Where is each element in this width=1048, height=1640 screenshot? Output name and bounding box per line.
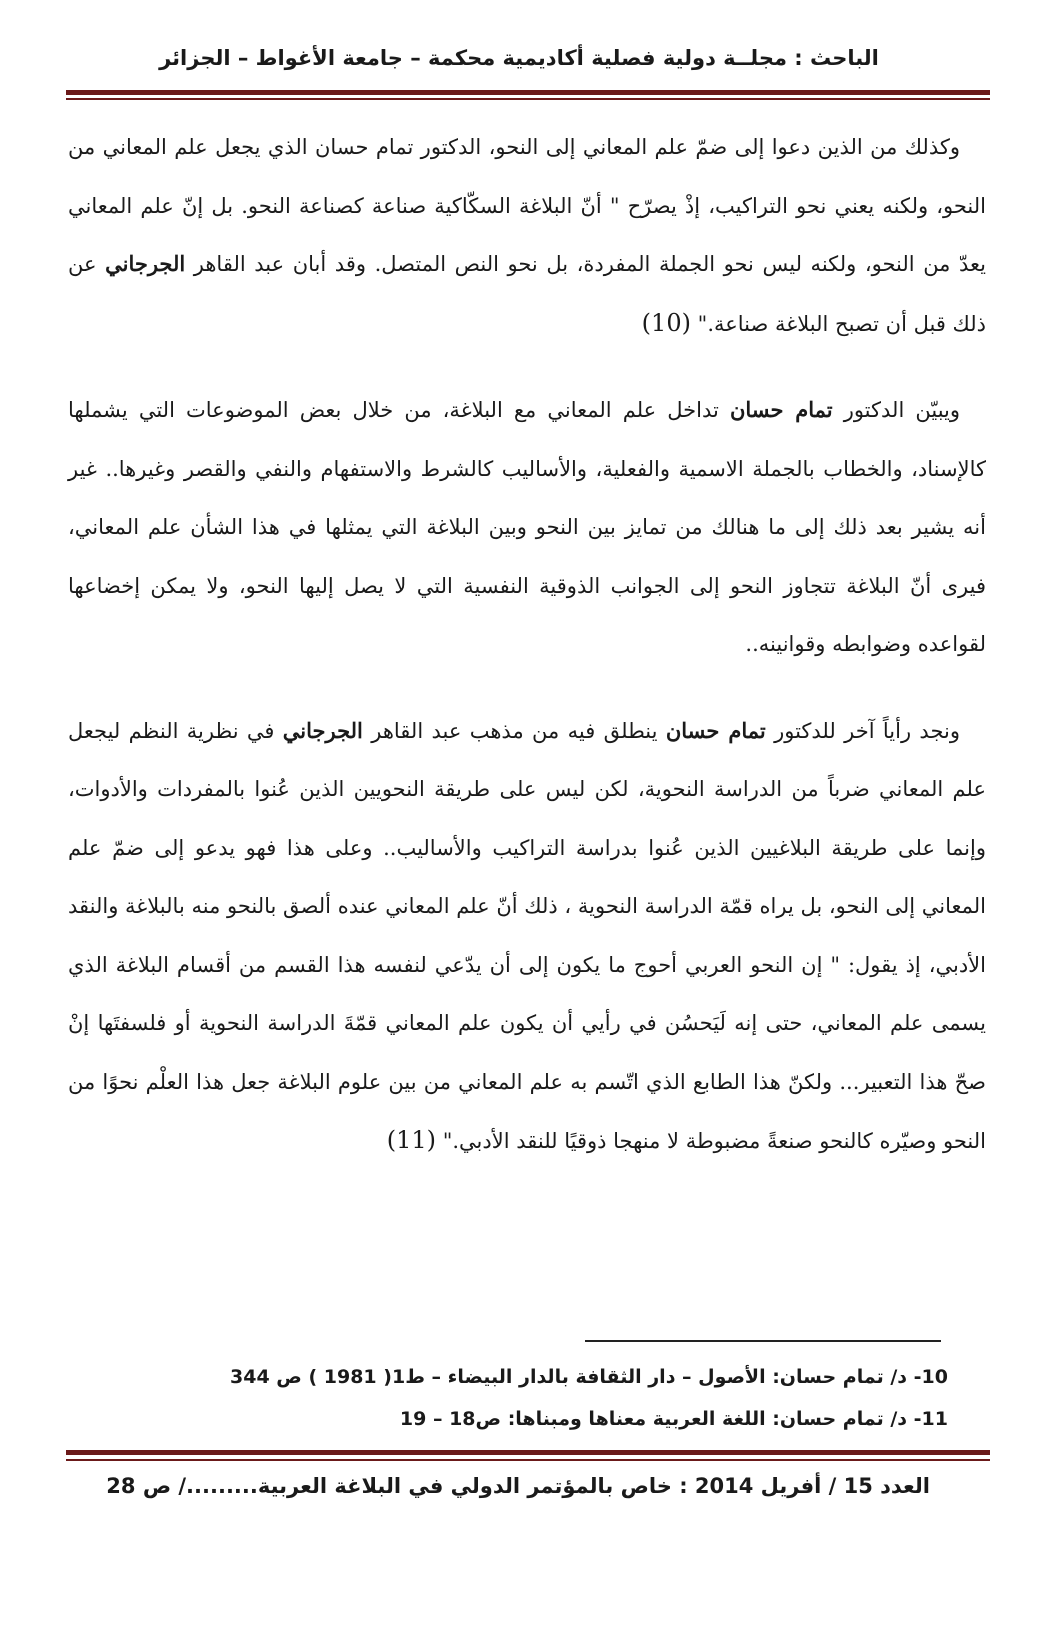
journal-header: الباحث : مجلــة دولية فصلية أكاديمية محكمة – جامعة الأغواط – الجزائر: [159, 46, 879, 70]
article-body: [68, 118, 986, 1171]
paragraph-3-text-middle: ينطلق فيه من مذهب عبد القاهر: [362, 718, 666, 743]
footnote-10: 10- د/ تمام حسان: الأصول – دار الثقافة بالدار البيضاء – ط1( 1981 ) ص 344: [230, 1366, 948, 1388]
citation-ref-10: (10): [641, 308, 691, 337]
paragraph-2-text: تداخل علم المعاني مع البلاغة، من خلال بعض الموضوعات التي يشملها كالإسناد، والخطاب بالجملة الاسمية والفعلية، والأساليب كالشرط والاستفهام والنفي والقصر وغيرها.. غير أنه يشير بعد ذلك إلى ما هنالك من تمايز بين النحو وبين البلاغة التي يمثلها في هذا الشأن علم المعاني، فيرى أنّ البلاغة تتجاوز النحو إلى الجوانب الذوقية النفسية التي لا يصل إليها النحو، ولا يمكن إخضاعها لقواعده وضوابطه وقوانينه..: [68, 398, 986, 656]
paragraph-1: [68, 118, 986, 353]
issue-footer: العدد 15 / أفريل 2014 : خاص بالمؤتمر الدولي في البلاغة العربية........./ ص 28: [106, 1474, 930, 1498]
author-name-hassan: تمام حسان: [665, 717, 766, 743]
author-name-jurjani: الجرجاني: [105, 251, 186, 276]
paragraph-3: [68, 702, 986, 1171]
paragraph-3-text-start: ونجد رأياً آخر للدكتور: [765, 718, 960, 743]
author-name-jurjani: الجرجاني: [282, 717, 363, 743]
footer-rule-thick: [66, 1450, 990, 1455]
header-rule-thick: [66, 90, 990, 95]
paragraph-2: [68, 381, 986, 674]
paragraph-3-text: في نظرية النظم ليجعل علم المعاني ضرباً من الدراسة النحوية، لكن ليس على طريقة النحويين الذين عُنوا بالمفردات والأدوات، وإنما على طريقة البلاغيين الذين عُنوا بدراسة التراكيب والأساليب.. وعلى هذا فهو يدعو إلى ضمّ علم المعاني إلى النحو، بل يراه قمّة الدراسة النحوية ، ذلك أنّ علم المعاني عنده ألصق بالنحو منه بالبلاغة والنقد الأدبي، إذ يقول: " إن النحو العربي أحوج ما يكون إلى أن يدّعي لنفسه هذا القسم من أقسام البلاغة الذي يسمى علم المعاني، حتى إنه لَيَحسُن في رأيي أن يكون علم المعاني قمّةَ الدراسة النحوية أو فلسفتَها إنْ صحّ هذا التعبير... ولكنّ هذا الطابع الذي اتّسم به علم المعاني من بين علوم البلاغة جعل هذا العلْم نحوًا من النحو وصيّره كالنحو صنعةً مضبوطة لا منهجا ذوقيًا للنقد الأدبي.": [68, 718, 986, 1153]
author-name-hassan: تمام حسان: [729, 397, 833, 422]
footnote-11: 11- د/ تمام حسان: اللغة العربية معناها ومبناها: ص18 – 19: [399, 1408, 948, 1430]
header-rule-thin: [66, 98, 990, 100]
paragraph-1-text-end: عن ذلك قبل أن تصبح البلاغة صناعة.": [68, 252, 986, 336]
footnote-separator: [585, 1340, 941, 1342]
paragraph-1-text: وكذلك من الذين دعوا إلى ضمّ علم المعاني إلى النحو، الدكتور تمام حسان الذي يجعل علم المعاني من النحو، ولكنه يعني نحو التراكيب، إذْ يصرّح " أنّ البلاغة السكّاكية صناعة كصناعة النحو. بل إنّ علم المعاني يعدّ من النحو، ولكنه ليس نحو الجملة المفردة، بل نحو النص المتصل. وقد أبان عبد القاهر: [68, 135, 986, 276]
citation-ref-11: (11): [386, 1126, 436, 1154]
footnotes: [200, 1356, 948, 1440]
footer-rule-thin: [66, 1459, 990, 1461]
paragraph-2-text-start: ويبيّن الدكتور: [832, 398, 961, 422]
